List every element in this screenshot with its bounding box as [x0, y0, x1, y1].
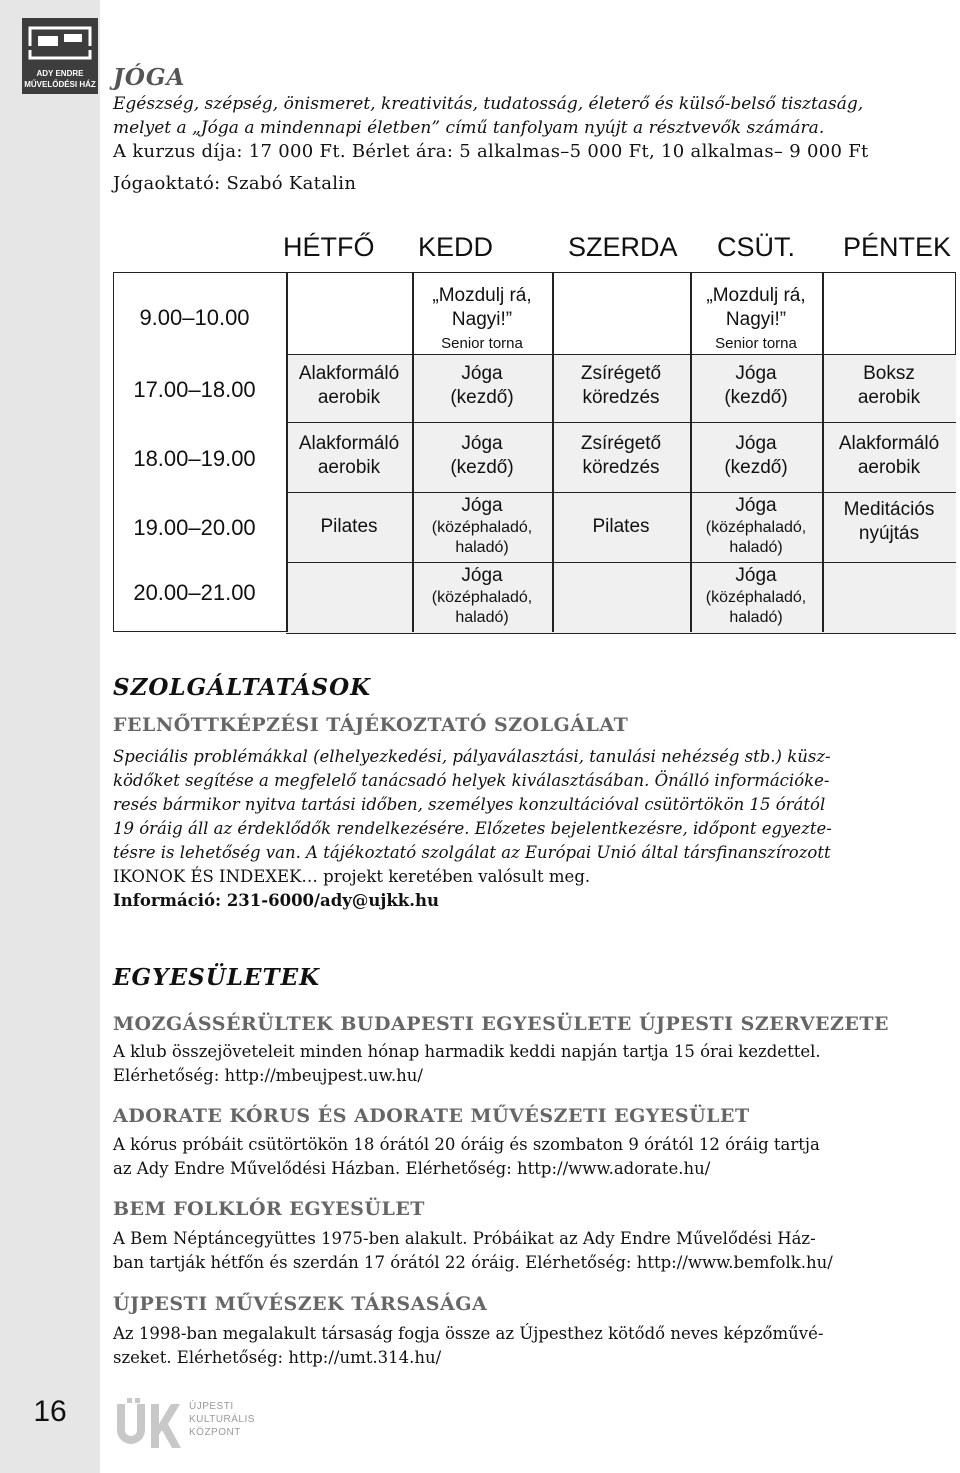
class-line: Jóga: [735, 495, 777, 516]
day-header: SZERDA: [568, 232, 678, 262]
class-line: Senior torna: [441, 335, 523, 352]
text-line: A Bem Néptáncegyüttes 1975-ben alakult. Próbáikat az Ady Endre Művelődési Ház-: [113, 1229, 816, 1248]
ujk-emblem-icon: [113, 1398, 183, 1450]
class-line: Nagyi!”: [725, 309, 787, 330]
class-line: Jóga: [461, 495, 503, 516]
time-slot: 17.00–18.00: [133, 377, 256, 402]
class-line: köredzés: [582, 457, 660, 478]
class-line: haladó): [455, 539, 509, 556]
class-line: (kezdő): [724, 387, 788, 408]
assoc-text: [113, 1040, 953, 1088]
text-line: IKONOK ÉS INDEXEK… projekt keretében valósult meg.: [113, 867, 591, 886]
text-line: Az 1998-ban megalakult társaság fogja össze az Újpesthez kötődő neves képzőművé-: [113, 1324, 824, 1343]
text-line: tésre is lehetőség van. A tájékoztató szolgálat az Európai Unió által társfinanszírozott: [113, 843, 831, 862]
class-line: (középhaladó,: [431, 519, 533, 536]
class-line: (középhaladó,: [705, 589, 807, 606]
class-line: Meditációs: [843, 499, 935, 520]
class-line: haladó): [455, 609, 509, 626]
class-line: Jóga: [461, 565, 503, 586]
class-line: Pilates: [592, 516, 650, 537]
egyesuletek-title: EGYESÜLETEK: [113, 964, 321, 991]
page-number: 16: [33, 1395, 67, 1428]
class-line: aerobik: [857, 387, 921, 408]
class-joga-kezdo: [690, 432, 822, 480]
class-joga-halado: [412, 494, 552, 558]
ujk-line: ÚJPESTI: [189, 1401, 234, 1412]
class-line: Zsírégető: [580, 433, 662, 454]
class-pilates: [552, 515, 690, 539]
class-line: (kezdő): [724, 457, 788, 478]
class-pilates: [286, 515, 412, 539]
time-slot: 9.00–10.00: [139, 305, 250, 330]
class-line: aerobik: [317, 387, 381, 408]
class-alak: [286, 432, 412, 480]
day-header: CSÜT.: [717, 232, 796, 262]
info-line: Információ: 231-6000/ady@ujkk.hu: [113, 891, 439, 910]
time-slot: 20.00–21.00: [133, 580, 256, 605]
text-line: A kórus próbáit csütörtökön 18 órától 20 óráig és szombaton 9 órától 12 óráig tartja: [113, 1135, 820, 1154]
joga-details: [113, 140, 953, 196]
class-line: Pilates: [320, 516, 378, 537]
class-line: aerobik: [317, 457, 381, 478]
time-slot: 18.00–19.00: [133, 446, 256, 471]
table-row: [286, 562, 956, 634]
class-line: haladó): [729, 609, 783, 626]
assoc-text: [113, 1322, 953, 1370]
class-alak: [822, 432, 956, 480]
left-sidebar: [0, 0, 100, 1473]
ady-endre-logo: [22, 18, 98, 94]
szolgaltatasok-title: SZOLGÁLTATÁSOK: [113, 674, 372, 701]
building-icon: [28, 24, 92, 62]
class-line: Boksz: [863, 363, 915, 384]
class-line: „Mozdulj rá,: [432, 285, 532, 306]
text-line: resés bármikor nyitva tartási időben, személyes konzultációval csütörtökön 15 órától: [113, 795, 826, 814]
text-line: Speciális problémákkal (elhelyezkedési, pályaválasztási, tanulási nehézség stb.) küsz-: [113, 747, 831, 766]
logo-line2: MŰVELŐDÉSI HÁZ: [24, 80, 96, 89]
logo-line1: ADY ENDRE: [36, 69, 84, 78]
class-line: Jóga: [735, 433, 777, 454]
class-joga-kezdo: [412, 362, 552, 410]
class-line: Senior torna: [715, 335, 797, 352]
class-zsiregeto: [552, 362, 690, 410]
class-boksz: [822, 362, 956, 410]
day-header: KEDD: [418, 232, 494, 262]
class-line: Zsírégető: [580, 363, 662, 384]
text-line: 19 óráig áll az érdeklődők rendelkezésére. Előzetes bejelentkezésre, időpont egyezte-: [113, 819, 832, 838]
class-line: aerobik: [857, 457, 921, 478]
class-line: Jóga: [461, 363, 503, 384]
text-line: ban tartják hétfőn és szerdán 17 órától 22 óráig. Elérhetőség: http://www.bemfolk.hu/: [113, 1253, 833, 1272]
class-line: (kezdő): [450, 387, 514, 408]
assoc-name: ADORATE KÓRUS ÉS ADORATE MŰVÉSZETI EGYESÜLET: [113, 1105, 750, 1127]
joga-line: melyet a „Jóga a mindennapi életben” című tanfolyam nyújt a résztvevők számára.: [113, 118, 825, 138]
ujk-text: [189, 1400, 255, 1439]
assoc-name: BEM FOLKLÓR EGYESÜLET: [113, 1198, 425, 1220]
ujk-line: KULTURÁLIS: [189, 1414, 255, 1425]
class-line: (középhaladó,: [705, 519, 807, 536]
class-joga-halado: [690, 494, 822, 558]
class-line: Alakformáló: [298, 363, 400, 384]
class-line: haladó): [729, 539, 783, 556]
class-mozdulj-csut: [690, 284, 822, 356]
joga-line: Egészség, szépség, önismeret, kreativitás, tudatosság, életerő és külső-belső tisztaság,: [113, 94, 864, 114]
joga-title: JÓGA: [113, 64, 186, 91]
class-mozdulj-kedd: [412, 284, 552, 356]
class-line: (középhaladó,: [431, 589, 533, 606]
joga-price: A kurzus díja: 17 000 Ft. Bérlet ára: 5 alkalmas–5 000 Ft, 10 alkalmas– 9 000 Ft: [113, 141, 869, 162]
text-line: ködőket segítése a megfelelő tanácsadó helyek kiválasztásában. Önálló információke-: [113, 771, 830, 790]
time-slot: 19.00–20.00: [133, 515, 256, 540]
day-header: HÉTFŐ: [283, 232, 375, 262]
day-header: PÉNTEK: [843, 232, 952, 262]
class-joga-kezdo: [412, 432, 552, 480]
class-zsiregeto: [552, 432, 690, 480]
class-line: Jóga: [735, 565, 777, 586]
joga-intro: [113, 92, 953, 140]
class-line: nyújtás: [858, 523, 920, 544]
text-line: az Ady Endre Művelődési Házban. Elérhetőség: http://www.adorate.hu/: [113, 1159, 711, 1178]
class-meditacios: [822, 498, 956, 546]
assoc-name: MOZGÁSSÉRÜLTEK BUDAPESTI EGYESÜLETE ÚJPESTI SZERVEZETE: [113, 1013, 890, 1035]
szolgalat-subtitle: FELNŐTTKÉPZÉSI TÁJÉKOZTATÓ SZOLGÁLAT: [113, 714, 629, 736]
class-line: Nagyi!”: [451, 309, 513, 330]
ujk-logo: [113, 1398, 263, 1450]
text-line: Elérhetőség: http://mbeujpest.uw.hu/: [113, 1066, 423, 1085]
ujk-line: KÖZPONT: [189, 1427, 241, 1438]
assoc-name: ÚJPESTI MŰVÉSZEK TÁRSASÁGA: [113, 1293, 488, 1315]
class-joga-halado: [412, 564, 552, 628]
joga-teacher: Jógaoktató: Szabó Katalin: [113, 173, 357, 194]
class-line: Alakformáló: [298, 433, 400, 454]
class-line: köredzés: [582, 387, 660, 408]
class-line: Alakformáló: [838, 433, 940, 454]
class-joga-halado: [690, 564, 822, 628]
class-line: Jóga: [461, 433, 503, 454]
szolgalat-text: [113, 745, 953, 913]
class-line: Jóga: [735, 363, 777, 384]
text-line: szeket. Elérhetőség: http://umt.314.hu/: [113, 1348, 442, 1367]
assoc-text: [113, 1133, 953, 1181]
class-line: „Mozdulj rá,: [706, 285, 806, 306]
assoc-text: [113, 1227, 953, 1275]
class-line: (kezdő): [450, 457, 514, 478]
class-alak: [286, 362, 412, 410]
text-line: A klub összejöveteleit minden hónap harmadik keddi napján tartja 15 órai kezdettel.: [113, 1042, 821, 1061]
class-joga-kezdo: [690, 362, 822, 410]
